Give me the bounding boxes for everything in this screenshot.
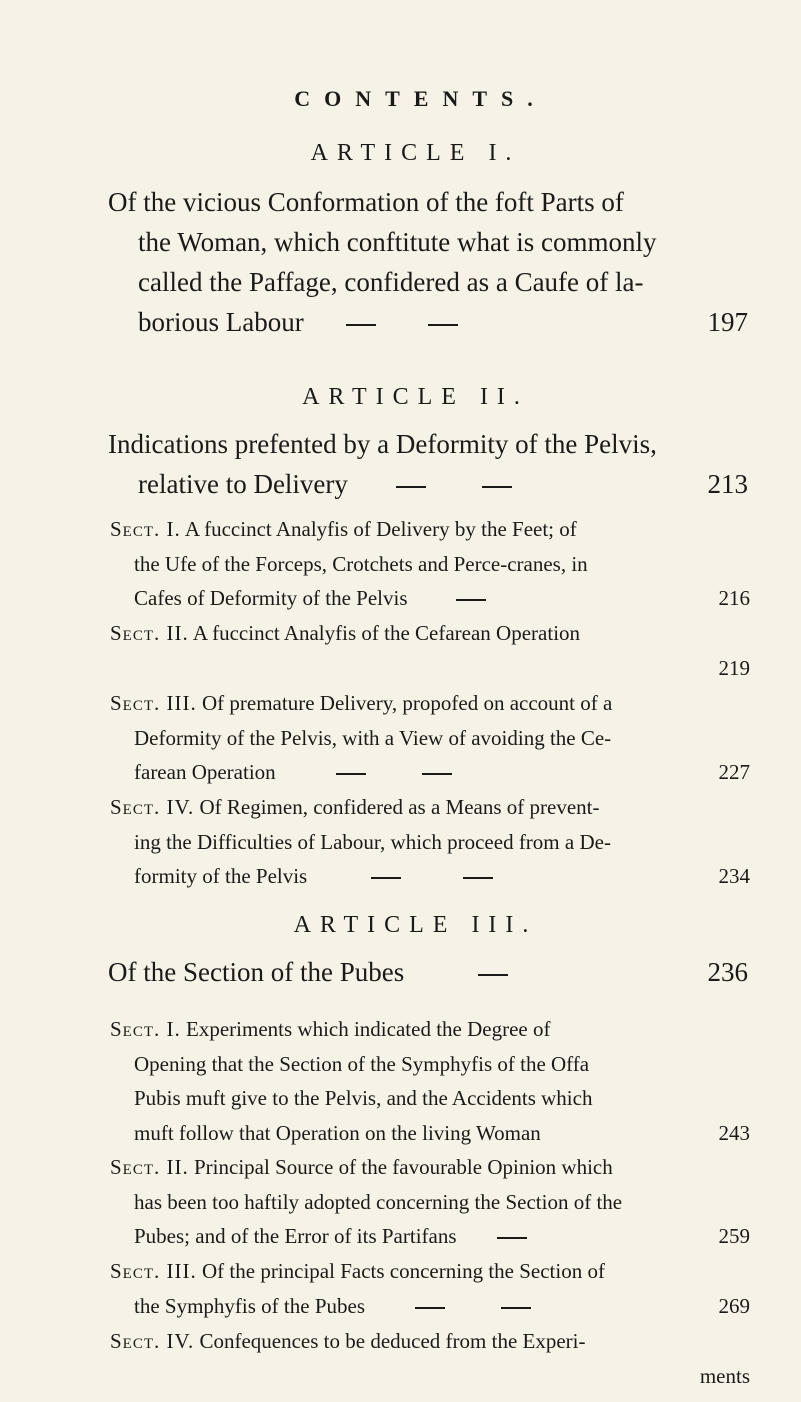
article-2-sect-2 xyxy=(110,616,750,685)
article-2-sect-4 xyxy=(110,790,750,894)
article-1-title-line-3: called the Paffage, confidered as a Caufe of la- xyxy=(138,267,644,297)
article-3-sect-1 xyxy=(110,1012,750,1150)
article-3-title-line-1: Of the Section of the Pubes xyxy=(108,957,405,987)
sect-line: Of premature Delivery, propofed on account of a xyxy=(202,691,613,715)
sect-line: ing the Difficulties of Labour, which proceed from a De- xyxy=(134,829,611,854)
article-3-heading: ARTICLE III. xyxy=(293,912,538,938)
sect-line: formity of the Pelvis xyxy=(134,864,308,888)
sect-line: the Symphyfis of the Pubes xyxy=(134,1293,365,1318)
article-3-page: 236 xyxy=(707,957,748,987)
sect-label: Sect. IV. xyxy=(110,1329,195,1353)
article-2-title-line-2: relative to Delivery xyxy=(138,469,348,499)
article-2-sect-1 xyxy=(110,512,750,616)
article-2-sect-3 xyxy=(110,686,750,790)
sect-line: A fuccinct Analyfis of Delivery by the Feet; of xyxy=(184,517,577,541)
article-1-title xyxy=(108,182,748,342)
sect-line: farean Operation xyxy=(134,760,276,784)
article-2-heading: ARTICLE II. xyxy=(302,384,529,410)
sect-label: Sect. IV. xyxy=(110,795,195,819)
sect-line: Opening that the Section of the Symphyfis of the Offa xyxy=(134,1051,590,1076)
sect-page: 243 xyxy=(718,1120,750,1145)
article-2-page: 213 xyxy=(707,469,748,499)
sect-line: ments xyxy=(699,1363,750,1388)
article-2-title xyxy=(108,424,748,504)
sect-line: Cafes of Deformity of the Pelvis xyxy=(134,586,408,610)
article-1-title-line-1: Of the vicious Conformation of the foft Parts of xyxy=(108,187,624,217)
article-1-heading: ARTICLE I. xyxy=(310,140,521,166)
sect-page: 227 xyxy=(718,760,750,784)
sect-label: Sect. III. xyxy=(110,691,197,715)
sect-page: 269 xyxy=(718,1293,750,1318)
sect-line: Pubes; and of the Error of its Partifans xyxy=(134,1224,457,1248)
sect-page: 259 xyxy=(718,1224,750,1248)
sect-line: Experiments which indicated the Degree of xyxy=(186,1017,551,1041)
article-3-sect-4 xyxy=(110,1324,750,1393)
article-1-title-line-2: the Woman, which conftitute what is commonly xyxy=(138,227,657,257)
article-1-page: 197 xyxy=(707,307,748,337)
article-3-sect-2 xyxy=(110,1150,750,1254)
sect-line: has been too haftily adopted concerning the Section of the xyxy=(134,1189,623,1214)
sect-line: Of Regimen, confidered as a Means of prevent- xyxy=(199,795,600,819)
sect-label: Sect. II. xyxy=(110,1155,189,1179)
sect-label: Sect. I. xyxy=(110,1017,181,1041)
sect-line: the Ufe of the Forceps, Crotchets and Perce-cranes, in xyxy=(134,551,588,576)
sect-page: 234 xyxy=(718,864,750,888)
sect-label: Sect. I. xyxy=(110,517,181,541)
sect-label: Sect. II. xyxy=(110,621,189,645)
sect-line: A fuccinct Analyfis of the Cefarean Operation xyxy=(192,621,581,645)
article-1-title-line-4: borious Labour xyxy=(138,307,304,337)
sect-page: 219 xyxy=(718,655,750,680)
article-3-sect-3 xyxy=(110,1254,750,1323)
article-3-title xyxy=(108,952,748,992)
sect-line: Confequences to be deduced from the Experi- xyxy=(199,1329,586,1353)
running-head: CONTENTS. xyxy=(294,86,547,111)
sect-line: Deformity of the Pelvis, with a View of avoiding the Ce- xyxy=(134,725,612,750)
sect-label: Sect. III. xyxy=(110,1259,197,1283)
article-2-title-line-1: Indications prefented by a Deformity of the Pelvis, xyxy=(108,429,657,459)
sect-line: Of the principal Facts concerning the Section of xyxy=(202,1259,605,1283)
sect-line: Principal Source of the favourable Opinion which xyxy=(194,1155,613,1179)
sect-line: muft follow that Operation on the living Woman xyxy=(134,1120,541,1145)
sect-line: Pubis muft give to the Pelvis, and the Accidents which xyxy=(134,1086,593,1110)
sect-page: 216 xyxy=(718,586,750,610)
